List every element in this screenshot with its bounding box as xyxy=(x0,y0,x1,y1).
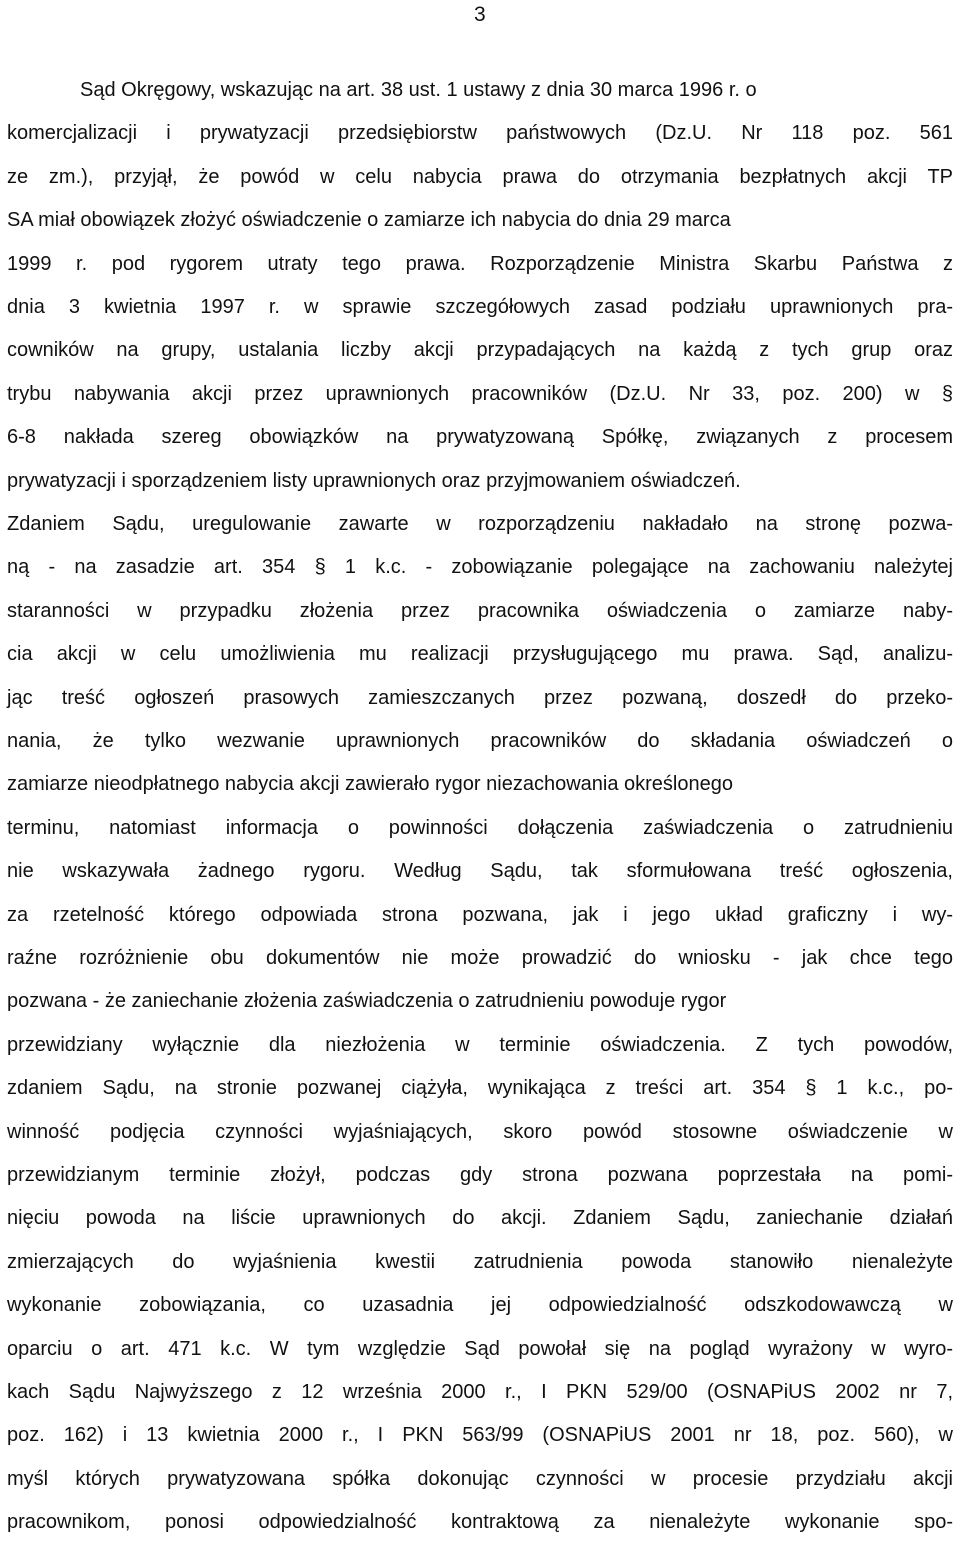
text-line: trybu nabywania akcji przez uprawnionych pracowników (Dz.U. Nr 33, poz. 200) w § xyxy=(7,383,953,405)
text-line: prywatyzacji i sporządzeniem listy uprawnionych oraz przyjmowaniem oświadczeń. xyxy=(7,470,741,492)
page-number: 3 xyxy=(474,3,486,26)
text-line: dnia 3 kwietnia 1997 r. w sprawie szczegółowych zasad podziału uprawnionych pra- xyxy=(7,296,953,318)
text-line: przewidziany wyłącznie dla niezłożenia w terminie oświadczenia. Z tych powodów, xyxy=(7,1034,953,1056)
text-line: poz. 162) i 13 kwietnia 2000 r., I PKN 563/99 (OSNAPiUS 2001 nr 18, poz. 560), w xyxy=(7,1424,953,1446)
text-line: cia akcji w celu umożliwienia mu realizacji przysługującego mu prawa. Sąd, analizu- xyxy=(7,643,953,665)
text-line: zmierzających do wyjaśnienia kwestii zatrudnienia powoda stanowiło nienależyte xyxy=(7,1251,953,1273)
text-line: oparciu o art. 471 k.c. W tym względzie Sąd powołał się na pogląd wyrażony w wyro- xyxy=(7,1338,953,1360)
text-line: nięciu powoda na liście uprawnionych do akcji. Zdaniem Sądu, zaniechanie działań xyxy=(7,1207,953,1229)
text-line: kach Sądu Najwyższego z 12 września 2000 r., I PKN 529/00 (OSNAPiUS 2002 nr 7, xyxy=(7,1381,953,1403)
text-line: terminu, natomiast informacja o powinności dołączenia zaświadczenia o zatrudnieniu xyxy=(7,817,953,839)
text-line: ze zm.), przyjął, że powód w celu nabycia prawa do otrzymania bezpłatnych akcji TP xyxy=(7,166,953,188)
text-line: nie wskazywała żadnego rygoru. Według Sądu, tak sformułowana treść ogłoszenia, xyxy=(7,860,953,882)
text-line: przewidzianym terminie złożył, podczas gdy strona pozwana poprzestała na pomi- xyxy=(7,1164,953,1186)
text-line: wykonanie zobowiązania, co uzasadnia jej odpowiedzialność odszkodowawczą w xyxy=(7,1294,953,1316)
text-line: za rzetelność którego odpowiada strona pozwana, jak i jego układ graficzny i wy- xyxy=(7,904,953,926)
text-line: Zdaniem Sądu, uregulowanie zawarte w rozporządzeniu nakładało na stronę pozwa- xyxy=(7,513,953,535)
text-line: nania, że tylko wezwanie uprawnionych pracowników do składania oświadczeń o xyxy=(7,730,953,752)
text-line: 1999 r. pod rygorem utraty tego prawa. Rozporządzenie Ministra Skarbu Państwa z xyxy=(7,253,953,275)
text-line: myśl których prywatyzowana spółka dokonując czynności w procesie przydziału akcji xyxy=(7,1468,953,1490)
text-line: ną - na zasadzie art. 354 § 1 k.c. - zobowiązanie polegające na zachowaniu należytej xyxy=(7,556,953,578)
text-line: jąc treść ogłoszeń prasowych zamieszczanych przez pozwaną, doszedł do przeko- xyxy=(7,687,953,709)
text-line: SA miał obowiązek złożyć oświadczenie o zamiarze ich nabycia do dnia 29 marca xyxy=(7,209,731,231)
text-line: zamiarze nieodpłatnego nabycia akcji zawierało rygor niezachowania określonego xyxy=(7,773,733,795)
text-line: pozwana - że zaniechanie złożenia zaświadczenia o zatrudnieniu powoduje rygor xyxy=(7,990,727,1012)
text-line: komercjalizacji i prywatyzacji przedsiębiorstw państwowych (Dz.U. Nr 118 poz. 561 xyxy=(7,122,953,144)
text-line: Sąd Okręgowy, wskazując na art. 38 ust. 1 ustawy z dnia 30 marca 1996 r. o xyxy=(80,79,757,101)
text-line: staranności w przypadku złożenia przez pracownika oświadczenia o zamiarze naby- xyxy=(7,600,953,622)
text-line: pracownikom, ponosi odpowiedzialność kontraktową za nienależyte wykonanie spo- xyxy=(7,1511,953,1533)
text-line: winność podjęcia czynności wyjaśniających, skoro powód stosowne oświadczenie w xyxy=(7,1121,953,1143)
text-line: zdaniem Sądu, na stronie pozwanej ciążyła, wynikająca z treści art. 354 § 1 k.c., po- xyxy=(7,1077,953,1099)
text-line: raźne rozróżnienie obu dokumentów nie może prowadzić do wniosku - jak chce tego xyxy=(7,947,953,969)
text-line: cowników na grupy, ustalania liczby akcji przypadających na każdą z tych grup oraz xyxy=(7,339,953,361)
text-line: 6-8 nakłada szereg obowiązków na prywatyzowaną Spółkę, związanych z procesem xyxy=(7,426,953,448)
